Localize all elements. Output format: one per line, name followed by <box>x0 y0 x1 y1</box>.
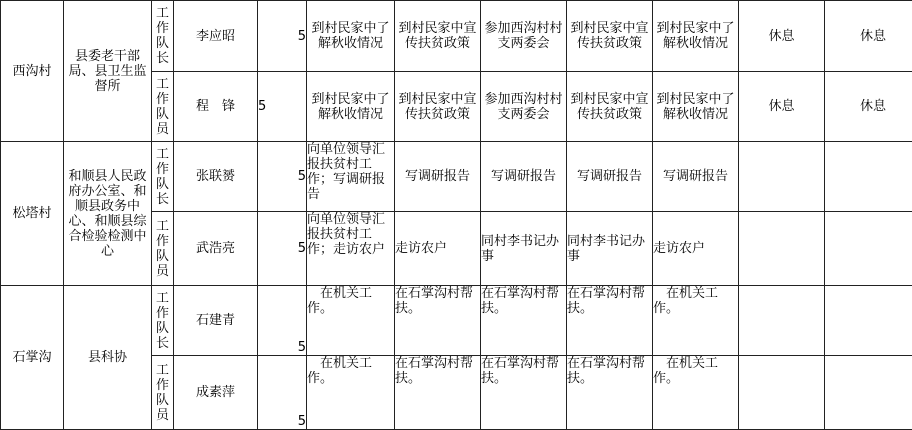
count-cell: 5 <box>258 356 307 430</box>
member-name: 程 锋 <box>174 72 258 142</box>
day-cell: 走访农户 <box>395 212 481 286</box>
day-cell: 参加西沟村村支两委会 <box>481 1 567 72</box>
day-cell: 在机关工作。 <box>653 356 739 430</box>
role-cell: 工 作 队 员 <box>152 356 174 430</box>
table-row <box>1 142 912 212</box>
day-cell <box>739 212 825 286</box>
day-cell: 到村民家中宣传扶贫政策 <box>395 72 481 142</box>
count-cell: 5 <box>258 1 307 72</box>
count-cell: 5 <box>258 212 307 286</box>
day-cell: 到村民家中了解秋收情况 <box>653 1 739 72</box>
unit-cell: 县委老干部局、县卫生监督所 <box>64 1 152 142</box>
role-cell: 工 作 队 长 <box>152 1 174 72</box>
role-cell: 工 作 队 长 <box>152 286 174 356</box>
day-cell: 在石掌沟村帮扶。 <box>481 356 567 430</box>
day-cell <box>739 142 825 212</box>
member-name: 成素萍 <box>174 356 258 430</box>
day-cell <box>825 142 912 212</box>
day-cell: 在机关工作。 <box>307 286 395 356</box>
day-cell: 同村李书记办事 <box>567 212 653 286</box>
day-cell: 向单位领导汇报扶贫村工作；写调研报告 <box>307 142 395 212</box>
village-cell: 西沟村 <box>1 1 64 142</box>
day-cell: 休息 <box>825 1 912 72</box>
day-cell: 同村李书记办事 <box>481 212 567 286</box>
member-name: 武浩亮 <box>174 212 258 286</box>
day-cell <box>739 356 825 430</box>
day-cell: 写调研报告 <box>395 142 481 212</box>
day-cell: 到村民家中了解秋收情况 <box>307 72 395 142</box>
day-cell: 休息 <box>825 72 912 142</box>
day-cell: 到村民家中了解秋收情况 <box>653 72 739 142</box>
member-name: 张联赟 <box>174 142 258 212</box>
day-cell: 到村民家中宣传扶贫政策 <box>567 72 653 142</box>
day-cell <box>825 286 912 356</box>
day-cell: 到村民家中宣传扶贫政策 <box>395 1 481 72</box>
role-cell: 工 作 队 员 <box>152 72 174 142</box>
role-cell: 工 作 队 长 <box>152 142 174 212</box>
day-cell <box>825 212 912 286</box>
table-row <box>1 286 912 356</box>
unit-cell: 和顺县人民政府办公室、和顺县政务中心、和顺县综合检验检测中心 <box>64 142 152 286</box>
day-cell: 在机关工作。 <box>307 356 395 430</box>
day-cell: 到村民家中宣传扶贫政策 <box>567 1 653 72</box>
day-cell: 在石掌沟村帮扶。 <box>481 286 567 356</box>
day-cell: 到村民家中了解秋收情况 <box>307 1 395 72</box>
day-cell: 在石掌沟村帮扶。 <box>395 286 481 356</box>
day-cell: 在石掌沟村帮扶。 <box>567 356 653 430</box>
count-cell: 5 <box>258 286 307 356</box>
day-cell: 向单位领导汇报扶贫村工作；走访农户 <box>307 212 395 286</box>
village-cell: 松塔村 <box>1 142 64 286</box>
day-cell: 休息 <box>739 1 825 72</box>
day-cell <box>825 356 912 430</box>
village-cell: 石掌沟 <box>1 286 64 430</box>
role-cell: 工 作 队 员 <box>152 212 174 286</box>
day-cell: 在石掌沟村帮扶。 <box>395 356 481 430</box>
member-name: 石建青 <box>174 286 258 356</box>
day-cell: 在石掌沟村帮扶。 <box>567 286 653 356</box>
day-cell: 走访农户 <box>653 212 739 286</box>
count-cell: 5 <box>258 72 307 142</box>
table-row <box>1 1 912 72</box>
member-name: 李应昭 <box>174 1 258 72</box>
day-cell: 休息 <box>739 72 825 142</box>
unit-cell: 县科协 <box>64 286 152 430</box>
day-cell <box>739 286 825 356</box>
day-cell: 写调研报告 <box>481 142 567 212</box>
day-cell: 写调研报告 <box>653 142 739 212</box>
day-cell: 在机关工作。 <box>653 286 739 356</box>
count-cell: 5 <box>258 142 307 212</box>
day-cell: 参加西沟村村支两委会 <box>481 72 567 142</box>
day-cell: 写调研报告 <box>567 142 653 212</box>
